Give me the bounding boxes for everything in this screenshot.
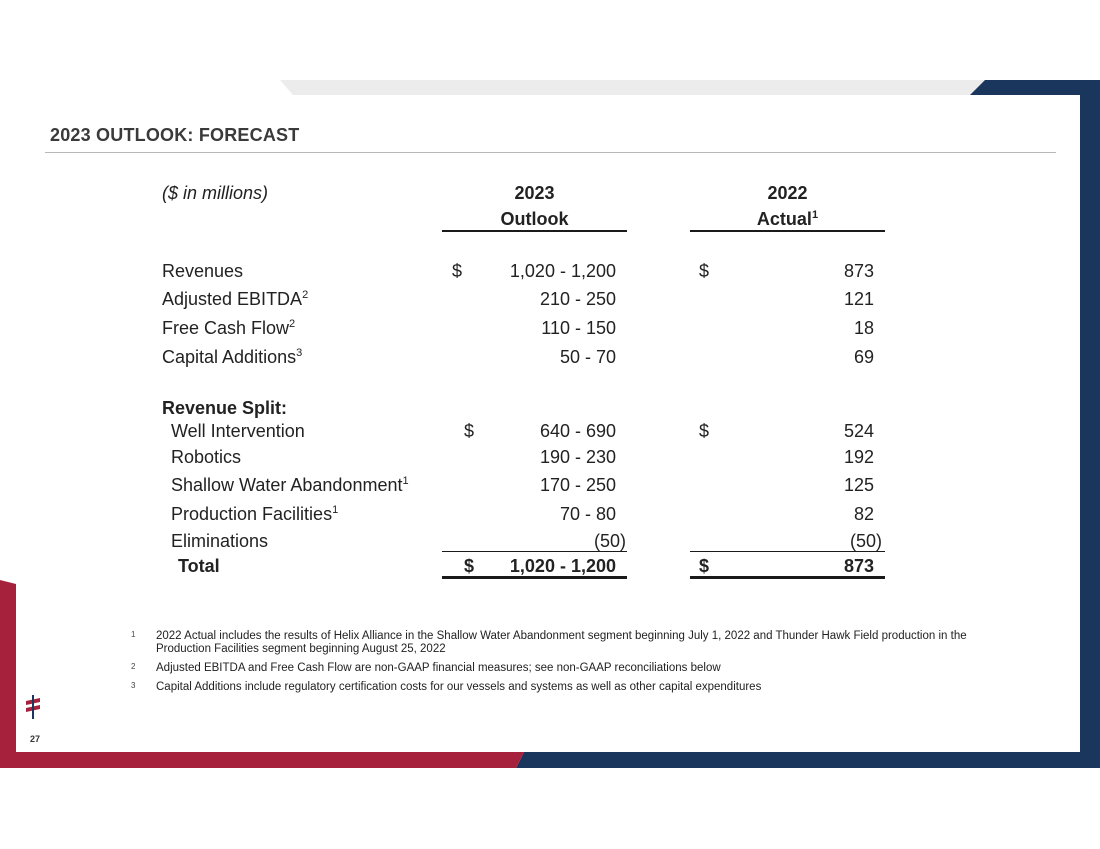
units-label: ($ in millions) [162,183,269,203]
actual-value: 873 [843,261,874,281]
currency-symbol: $ [699,421,710,441]
total-label: Total [178,556,220,576]
row-label: Eliminations [171,531,269,551]
actual-header-rule [690,230,885,232]
outlook-value: 50 - 70 [559,347,616,367]
currency-symbol: $ [452,261,463,281]
title-divider [45,152,1056,153]
footnote-number: 3 [131,681,136,690]
actual-value: 82 [853,504,874,524]
row-label: Well Intervention [171,421,305,441]
footnote-number: 1 [131,630,136,639]
outlook-total: 1,020 - 1,200 [509,556,616,576]
footnote-text: 2022 Actual includes the results of Helix Alliance in the Shallow Water Abandonment segment beginning July 1, 2022 and Thunder Hawk Field production in the Production Facilities segment beginning August 25, 2022 [156,630,967,656]
total-double-rule [442,576,627,579]
actual-year-header: 2022 [767,183,808,203]
outlook-value: 70 - 80 [559,504,616,524]
row-label: Robotics [171,447,242,467]
footnote-text: Capital Additions include regulatory certification costs for our vessels and systems as well as other capital expenditures [156,681,762,693]
actual-total: 873 [843,556,874,576]
actual-value: (50) [849,531,882,551]
slide-title: 2023 OUTLOOK: FORECAST [50,125,300,145]
outlook-label-header: Outlook [500,209,569,229]
outlook-value: 110 - 150 [541,318,616,338]
total-double-rule [690,576,885,579]
total-top-rule [690,551,885,552]
outlook-value: 190 - 230 [539,447,616,467]
currency-symbol: $ [699,556,710,576]
footnote-text: Adjusted EBITDA and Free Cash Flow are non-GAAP financial measures; see non-GAAP reconciliations below [156,662,721,674]
row-label: Adjusted EBITDA$^2$ [162,289,309,309]
currency-symbol: $ [464,421,475,441]
actual-value: 18 [853,318,874,338]
actual-value: 125 [843,475,874,495]
outlook-value: 170 - 250 [539,475,616,495]
total-top-rule [442,551,627,552]
outlook-value: 210 - 250 [539,289,616,309]
outlook-year-header: 2023 [514,183,555,203]
currency-symbol: $ [699,261,710,281]
actual-value: 121 [843,289,874,309]
actual-value: 192 [843,447,874,467]
row-label: Revenues [162,261,244,281]
actual-value: 69 [853,347,874,367]
outlook-value: 1,020 - 1,200 [509,261,616,281]
revenue-split-heading: Revenue Split: [162,398,288,418]
row-label: Capital Additions$^3$ [162,347,303,367]
actual-label-header: Actual$^1$ [756,209,819,229]
helix-logo-icon [23,694,43,720]
currency-symbol: $ [464,556,475,576]
page-number: 27 [30,734,41,744]
outlook-value: 640 - 690 [539,421,616,441]
actual-value: 524 [843,421,874,441]
row-label: Production Facilities$^1$ [171,504,339,524]
row-label: Free Cash Flow$^2$ [162,318,296,338]
outlook-value: (50) [593,531,626,551]
row-label: Shallow Water Abandonment$^1$ [171,475,409,495]
footnote-number: 2 [131,662,136,671]
outlook-header-rule [442,230,627,232]
